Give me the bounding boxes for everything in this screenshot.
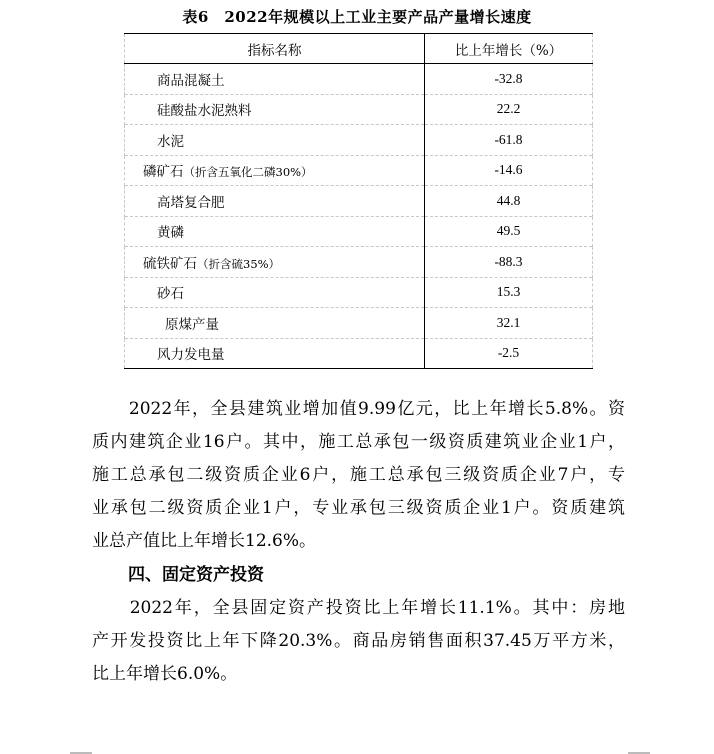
indicator-name: [125, 216, 425, 247]
table-title: 表6 2022年规模以上工业主要产品产量增长速度: [182, 8, 532, 26]
table-row: [125, 338, 593, 369]
indicator-label: 商品混凝土: [157, 72, 225, 89]
growth-value: 15.3: [425, 277, 593, 308]
paragraph-line: 2022年，全县固定资产投资比上年增长11.1%。其中：房地: [92, 598, 625, 618]
table-row: [125, 155, 593, 186]
growth-value: -2.5: [425, 338, 593, 369]
indicator-label: 原煤产量: [165, 316, 219, 333]
column-header-growth: 比上年增长（%）: [425, 34, 593, 64]
growth-value: -61.8: [425, 125, 593, 156]
indicator-label: 硫铁矿石: [143, 255, 197, 272]
growth-value: 22.2: [425, 94, 593, 125]
indicator-label: 砂石: [157, 286, 184, 303]
table-row: [125, 308, 593, 339]
paragraph-line: 2022年，全县建筑业增加值9.99亿元，比上年增长5.8%。资: [92, 399, 625, 419]
growth-value: -88.3: [425, 247, 593, 278]
indicator-label: 硅酸盐水泥熟料: [157, 103, 252, 120]
growth-value: -14.6: [425, 155, 593, 186]
investment-paragraph: [92, 592, 625, 691]
paragraph-line: 施工总承包二级资质企业6户，施工总承包三级资质企业7户，专: [92, 465, 625, 485]
table-header-row: [125, 34, 593, 64]
indicator-name: [125, 125, 425, 156]
indicator-note: （折含五氧化二磷30%）: [183, 165, 313, 180]
product-growth-table: [124, 33, 593, 369]
section-block: [92, 559, 625, 592]
indicator-label: 风力发电量: [157, 347, 225, 364]
indicator-name: [125, 277, 425, 308]
indicator-label: 磷矿石: [143, 164, 184, 181]
indicator-name: [125, 186, 425, 217]
column-header-indicator: 指标名称: [125, 34, 425, 64]
indicator-name: [125, 338, 425, 369]
growth-value: 32.1: [425, 308, 593, 339]
growth-value: -32.8: [425, 64, 593, 95]
paragraph-line: 业总产值比上年增长12.6%。: [92, 531, 317, 551]
section-heading: 四、固定资产投资: [128, 565, 264, 585]
table-row: [125, 94, 593, 125]
growth-value: 44.8: [425, 186, 593, 217]
indicator-name: [125, 94, 425, 125]
paragraph-line: 业承包二级资质企业1户，专业承包三级资质企业1户。资质建筑: [92, 498, 625, 518]
indicator-name: [125, 247, 425, 278]
indicator-label: 黄磷: [157, 225, 184, 242]
paragraph-line: 质内建筑企业16户。其中，施工总承包一级资质建筑业企业1户，: [92, 432, 625, 452]
table-row: [125, 186, 593, 217]
table-row: [125, 125, 593, 156]
paragraph-line: 比上年增长6.0%。: [92, 664, 238, 684]
indicator-name: [125, 308, 425, 339]
indicator-name: [125, 155, 425, 186]
indicator-label: 高塔复合肥: [157, 194, 225, 211]
table-row: [125, 64, 593, 95]
indicator-note: （折含硫35%）: [197, 256, 281, 271]
table-row: [125, 216, 593, 247]
table-row: [125, 247, 593, 278]
indicator-label: 水泥: [157, 133, 184, 150]
growth-value: 49.5: [425, 216, 593, 247]
indicator-name: [125, 64, 425, 95]
table-row: [125, 277, 593, 308]
construction-paragraph: [92, 393, 625, 558]
paragraph-line: 产开发投资比上年下降20.3%。商品房销售面积37.45万平方米，: [92, 631, 625, 651]
